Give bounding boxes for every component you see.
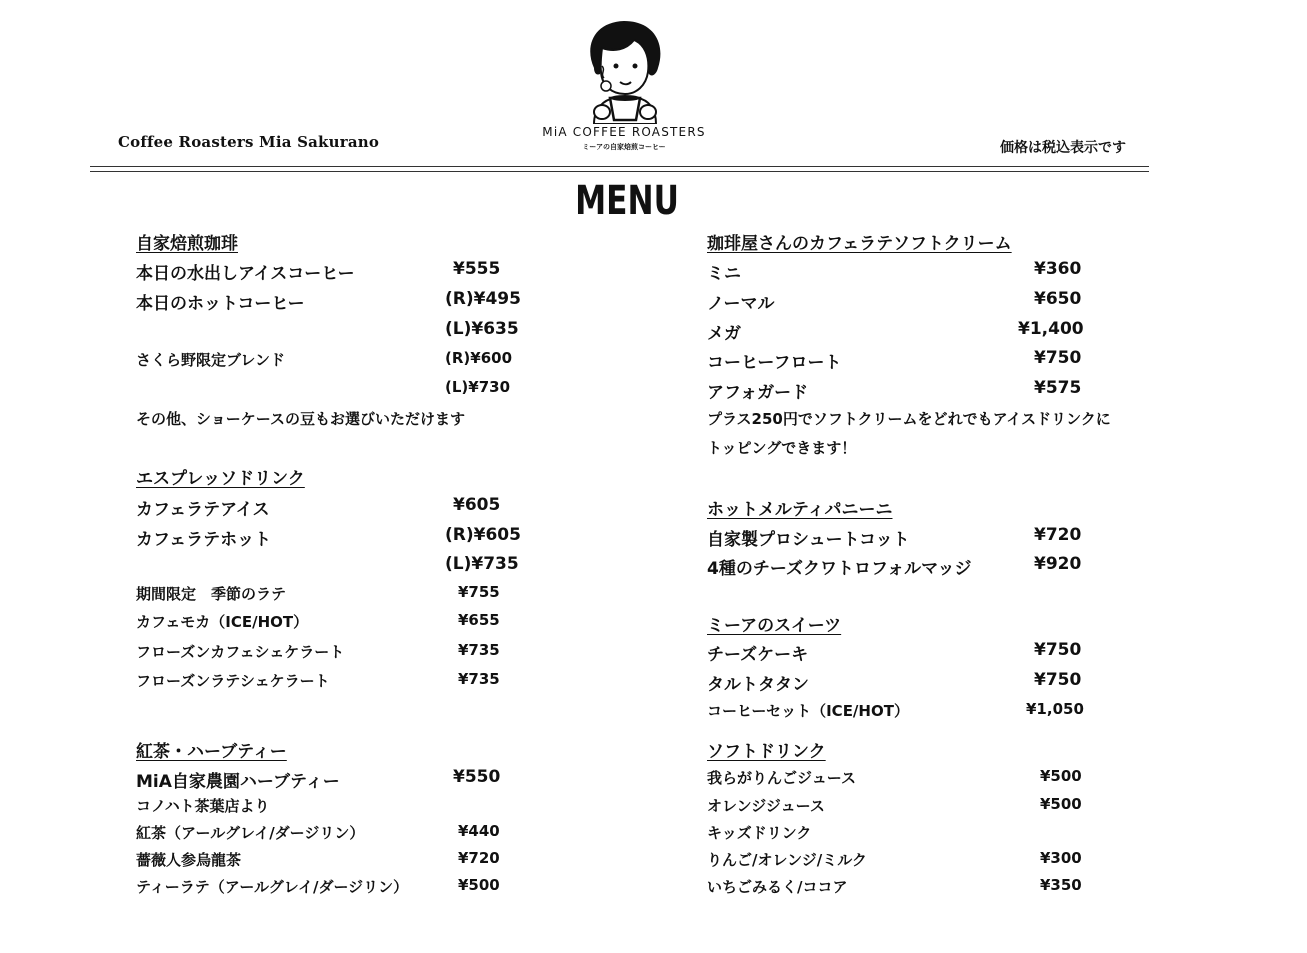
menu-item-price: ¥605 bbox=[453, 495, 501, 515]
header-divider-bottom bbox=[90, 171, 1149, 172]
menu-item-price: (L)¥735 bbox=[445, 554, 519, 574]
menu-item-name: メガ bbox=[707, 324, 741, 344]
menu-item-price: ¥750 bbox=[1034, 640, 1082, 660]
menu-item-price: ¥1,050 bbox=[1026, 700, 1084, 718]
menu-item-name: キッズドリンク bbox=[707, 824, 812, 842]
menu-item-name: アフォガード bbox=[707, 383, 809, 403]
menu-item-price: ¥360 bbox=[1034, 259, 1082, 279]
menu-note: トッピングできます！ bbox=[707, 439, 857, 457]
header-divider-top bbox=[90, 166, 1149, 167]
menu-item-price: ¥755 bbox=[458, 583, 500, 601]
section-title-softcream: 珈琲屋さんのカフェラテソフトクリーム bbox=[707, 234, 1012, 254]
menu-item-price: ¥440 bbox=[458, 822, 500, 840]
menu-item-name: いちごみるく/ココア bbox=[707, 878, 848, 896]
menu-item-name: フローズンカフェシェケラート bbox=[136, 643, 345, 661]
section-title-sweets: ミーアのスイーツ bbox=[707, 616, 842, 636]
menu-item-name: 自家製プロシュートコット bbox=[707, 530, 910, 550]
menu-item-name: タルトタタン bbox=[707, 675, 809, 695]
menu-item-name: オレンジジュース bbox=[707, 797, 825, 815]
menu-item-price: ¥735 bbox=[458, 670, 500, 688]
menu-item-price: ¥720 bbox=[1034, 525, 1082, 545]
menu-item-name: ミニ bbox=[707, 264, 741, 284]
menu-item-name: カフェラテアイス bbox=[136, 500, 270, 520]
menu-item-price: ¥550 bbox=[453, 767, 501, 787]
menu-item-name: コーヒーセット（ICE/HOT） bbox=[707, 702, 909, 720]
menu-item-name: さくら野限定ブレンド bbox=[136, 351, 286, 369]
menu-item-name: コノハト茶葉店より bbox=[136, 797, 270, 815]
tax-note: 価格は税込表示です bbox=[1000, 140, 1126, 156]
section-title-softdrink: ソフトドリンク bbox=[707, 742, 826, 762]
menu-item-name: りんご/オレンジ/ミルク bbox=[707, 851, 867, 869]
menu-item-price: ¥555 bbox=[453, 259, 501, 279]
section-title-tea: 紅茶・ハーブティー bbox=[136, 742, 287, 762]
logo-wordmark: MiA COFFEE ROASTERS bbox=[542, 125, 706, 139]
section-title-coffee: 自家焙煎珈琲 bbox=[136, 234, 238, 254]
menu-item-price: ¥750 bbox=[1034, 670, 1082, 690]
menu-item-name: フローズンラテシェケラート bbox=[136, 672, 330, 690]
menu-item-price: ¥500 bbox=[1040, 767, 1082, 785]
menu-item-name: コーヒーフロート bbox=[707, 353, 842, 373]
menu-item-price: ¥500 bbox=[1040, 795, 1082, 813]
logo-subtitle: ミーアの自家焙煎コーヒー bbox=[582, 143, 666, 151]
girl-with-cup-logo bbox=[580, 16, 670, 124]
section-title-espresso: エスプレッソドリンク bbox=[136, 469, 305, 489]
menu-item-price: ¥500 bbox=[458, 876, 500, 894]
menu-item-price: (R)¥495 bbox=[445, 289, 521, 309]
menu-note: その他、ショーケースの豆もお選びいただけます bbox=[136, 410, 465, 428]
menu-item-name: 我らがりんごジュース bbox=[707, 769, 856, 787]
menu-item-name: 紅茶（アールグレイ/ダージリン） bbox=[136, 824, 365, 842]
menu-item-price: ¥750 bbox=[1034, 348, 1082, 368]
menu-item-name: 期間限定 季節のラテ bbox=[136, 585, 287, 603]
menu-item-name: カフェモカ（ICE/HOT） bbox=[136, 613, 309, 631]
menu-item-price: ¥735 bbox=[458, 641, 500, 659]
menu-item-price: (R)¥605 bbox=[445, 525, 521, 545]
menu-item-price: (L)¥635 bbox=[445, 319, 519, 339]
menu-item-name: ノーマル bbox=[707, 294, 775, 314]
menu-item-price: ¥655 bbox=[458, 611, 500, 629]
menu-item-price: (L)¥730 bbox=[445, 378, 511, 396]
section-title-panini: ホットメルティパニーニ bbox=[707, 500, 893, 520]
menu-item-price: ¥920 bbox=[1034, 554, 1082, 574]
menu-item-name: 本日の水出しアイスコーヒー bbox=[136, 264, 355, 284]
menu-item-name: ティーラテ（アールグレイ/ダージリン） bbox=[136, 878, 409, 896]
menu-item-name: 4種のチーズクワトロフォルマッジ bbox=[707, 559, 972, 579]
menu-item-name: カフェラテホット bbox=[136, 530, 272, 550]
menu-note: プラス250円でソフトクリームをどれでもアイスドリンクに bbox=[707, 410, 1111, 428]
menu-item-name: 薔薇人参烏龍茶 bbox=[136, 851, 242, 869]
menu-item-price: ¥350 bbox=[1040, 876, 1082, 894]
menu-item-name: MiA自家農園ハーブティー bbox=[136, 772, 340, 792]
menu-item-price: (R)¥600 bbox=[445, 349, 513, 367]
menu-item-price: ¥1,400 bbox=[1018, 319, 1084, 339]
shop-name: Coffee Roasters Mia Sakurano bbox=[118, 133, 380, 151]
menu-item-name: 本日のホットコーヒー bbox=[136, 294, 305, 314]
menu-item-price: ¥575 bbox=[1034, 378, 1082, 398]
menu-title: MENU bbox=[575, 178, 679, 224]
menu-item-name: チーズケーキ bbox=[707, 645, 809, 665]
menu-item-price: ¥650 bbox=[1034, 289, 1082, 309]
menu-item-price: ¥720 bbox=[458, 849, 500, 867]
menu-item-price: ¥300 bbox=[1040, 849, 1082, 867]
